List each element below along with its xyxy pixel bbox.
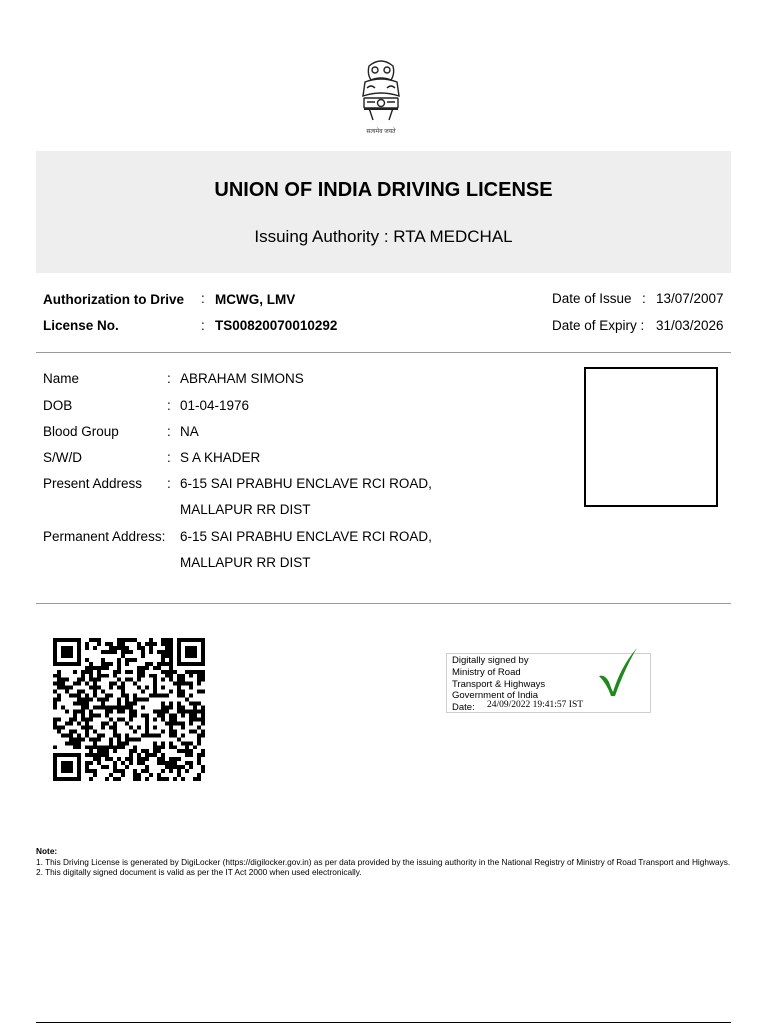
present-address-line2: MALLAPUR RR DIST (180, 502, 311, 517)
colon: : (167, 371, 171, 386)
name-label: Name (43, 371, 80, 386)
header-band (36, 151, 731, 273)
colon: : (167, 476, 171, 491)
dob-value: 01-04-1976 (180, 398, 250, 413)
colon: : (642, 291, 646, 306)
colon: : (167, 424, 171, 439)
colon: : (167, 450, 171, 465)
signature-line: Government of India (452, 690, 539, 702)
emblem-motto: सत्यमेव जयते (366, 129, 396, 135)
date-of-issue-value: 13/07/2007 (656, 291, 724, 306)
date-of-issue-label: Date of Issue (552, 291, 632, 306)
date-of-expiry-label: Date of Expiry : (552, 318, 645, 333)
license-no-label: License No. (43, 318, 119, 333)
note-title: Note: (36, 846, 58, 856)
checkmark-icon (597, 646, 639, 698)
note-line: 1. This Driving License is generated by DigiLocker (https://digilocker.gov.in) as per data provided by the issuing authority in the National Registry of Ministry of Road Transport and Highways. (36, 856, 731, 867)
signature-line: Digitally signed by (452, 655, 529, 666)
permanent-address-line1: 6-15 SAI PRABHU ENCLAVE RCI ROAD, (180, 529, 432, 544)
date-of-expiry-value: 31/03/2026 (656, 318, 724, 333)
divider (36, 352, 731, 353)
dob-label: DOB (43, 398, 73, 413)
permanent-address-line2: MALLAPUR RR DIST (180, 555, 311, 570)
issuing-authority: Issuing Authority : RTA MEDCHAL (254, 227, 513, 246)
swd-value: S A KHADER (180, 450, 261, 465)
notes-section (36, 846, 736, 878)
qr-code (53, 638, 205, 781)
swd-label: S/W/D (43, 450, 82, 465)
document-title: UNION OF INDIA DRIVING LICENSE (214, 179, 553, 201)
signature-line: Transport & Highways (452, 678, 546, 690)
colon: : (201, 318, 205, 333)
divider (36, 603, 731, 604)
license-no-value: TS00820070010292 (215, 318, 338, 333)
photo-placeholder (584, 367, 718, 507)
note-line: 2. This digitally signed document is valid as per the IT Act 2000 when used electronically. (36, 867, 362, 878)
signature-line: Ministry of Road (452, 666, 521, 678)
colon: : (167, 398, 171, 413)
bottom-divider (36, 1022, 731, 1023)
signature-date-value: 24/09/2022 19:41:57 IST (487, 700, 584, 710)
permanent-address-label: Permanent Address: (43, 529, 166, 544)
authorization-label: Authorization to Drive (43, 292, 184, 307)
name-value: ABRAHAM SIMONS (180, 371, 304, 386)
national-emblem-icon (355, 58, 407, 138)
present-address-line1: 6-15 SAI PRABHU ENCLAVE RCI ROAD, (180, 476, 432, 491)
digital-signature-box (446, 653, 651, 713)
blood-group-value: NA (180, 424, 199, 439)
colon: : (201, 291, 205, 306)
authorization-value: MCWG, LMV (215, 292, 296, 307)
blood-group-label: Blood Group (43, 424, 119, 439)
present-address-label: Present Address (43, 476, 143, 491)
signature-date-label: Date: (452, 702, 475, 714)
